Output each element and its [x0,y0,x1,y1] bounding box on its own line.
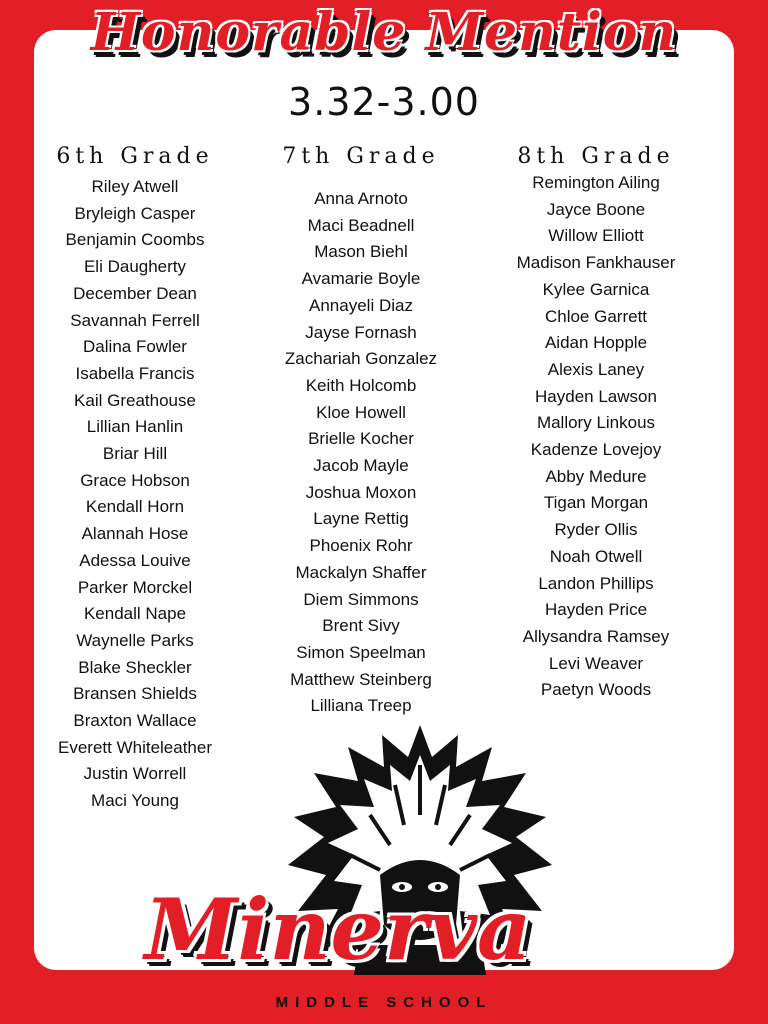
student-name: Parker Morckel [77,577,193,597]
student-name: Layne Rettig [313,509,409,529]
student-name: Maci Young [91,791,179,811]
grade-heading: 7th Grade [282,144,440,169]
student-name: Joshua Moxon [305,482,417,502]
student-name: Jacob Mayle [313,456,409,476]
student-name: Ryder Ollis [554,520,638,540]
school-logo-text: Minerva [144,880,532,979]
grade-heading: 6th Grade [56,144,214,169]
grade-column-8 [481,140,711,704]
student-name: Waynelle Parks [76,630,194,650]
student-name: Grace Hobson [80,470,190,490]
student-name: Simon Speelman [296,642,426,662]
student-name: Kendall Horn [85,497,185,517]
student-name: Willow Elliott [548,226,644,246]
grade-column-7 [246,140,476,720]
student-name: Hayden Price [544,600,648,620]
student-name: Isabella Francis [75,363,195,383]
student-name: Brent Sivy [322,616,400,636]
student-name: Eli Daugherty [83,257,187,277]
student-name: Blake Sheckler [78,657,192,677]
student-name: Avamarie Boyle [301,269,421,289]
name-list [246,186,476,720]
student-name: Benjamin Coombs [65,230,205,250]
student-name: Lilliana Treep [310,696,412,716]
name-list [20,174,250,815]
student-name: Phoenix Rohr [309,536,413,556]
student-name: Kendall Nape [83,604,187,624]
student-name: Lillian Hanlin [86,417,184,437]
student-name: Paetyn Woods [540,680,652,700]
student-name: Kylee Garnica [542,279,650,299]
student-name: Anna Arnoto [314,189,408,208]
student-name: Everett Whiteleather [57,737,212,757]
student-name: Chloe Garrett [544,306,648,326]
student-name: Jayce Boone [546,199,646,219]
student-name: Kail Greathouse [74,390,196,410]
student-name: Justin Worrell [83,764,187,784]
student-name: Bransen Shields [73,684,197,704]
name-list [481,170,711,704]
student-name: Kadenze Lovejoy [530,440,662,460]
page-title: Honorable Mention [90,2,678,63]
student-name: Kloe Howell [316,402,406,422]
student-name: Keith Holcomb [305,375,417,395]
gpa-range: 3.32-3.00 [288,80,480,124]
student-name: Alannah Hose [81,524,189,544]
student-name: Jayse Fornash [305,322,417,342]
student-name: Abby Medure [545,466,647,486]
student-name: Noah Otwell [549,546,643,566]
student-name: Matthew Steinberg [290,669,432,689]
school-subtitle: MIDDLE SCHOOL [275,994,493,1011]
student-name: Savannah Ferrell [70,310,200,330]
student-name: Briar Hill [102,444,168,464]
student-name: Madison Fankhauser [516,253,676,273]
grade-column-6 [20,140,250,815]
student-name: Levi Weaver [548,653,644,673]
student-name: Tigan Morgan [543,493,649,513]
student-name: Braxton Wallace [73,711,197,731]
student-name: Remington Ailing [532,173,660,192]
student-name: December Dean [73,283,197,303]
student-name: Zachariah Gonzalez [284,349,438,369]
student-name: Diem Simmons [303,589,419,609]
student-name: Riley Atwell [91,177,179,196]
student-name: Mason Biehl [314,242,408,262]
student-name: Brielle Kocher [308,429,414,449]
student-name: Aidan Hopple [544,333,648,353]
student-name: Mallory Linkous [536,413,656,433]
student-name: Hayden Lawson [535,386,657,406]
student-name: Landon Phillips [538,573,654,593]
student-name: Dalina Fowler [83,337,187,357]
student-name: Annayeli Diaz [309,295,413,315]
student-name: Adessa Louive [79,550,191,570]
student-name: Allysandra Ramsey [522,626,670,646]
student-name: Mackalyn Shaffer [295,562,427,582]
student-name: Maci Beadnell [307,215,415,235]
student-name: Alexis Laney [547,359,645,379]
grade-heading: 8th Grade [517,144,675,169]
student-name: Bryleigh Casper [74,203,196,223]
